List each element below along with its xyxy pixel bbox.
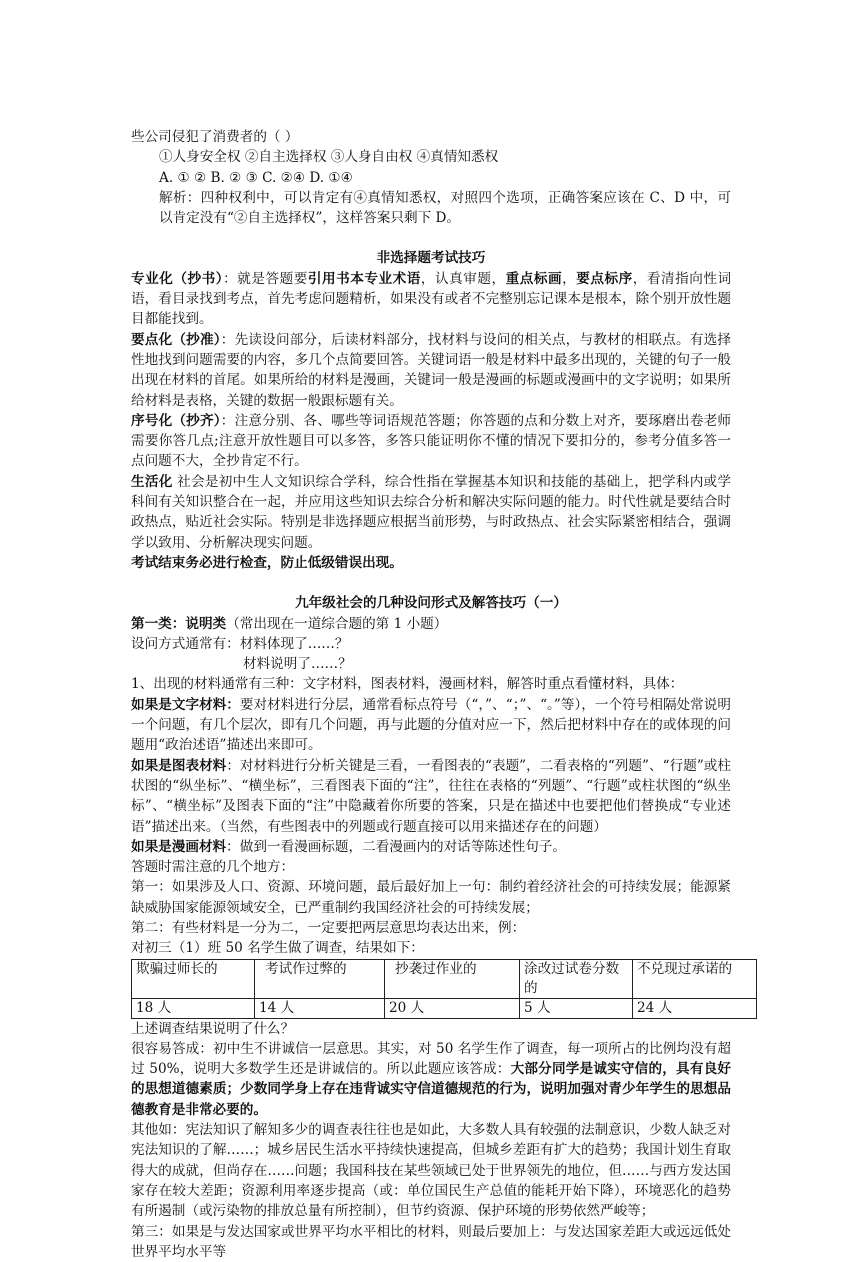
document-page bbox=[131, 127, 731, 1262]
note-first: 第一：如果涉及人口、资源、环境问题，最后最好加上一句：制约着经济社会的可持续发展；能源紧缺威胁国家能源领域安全，已严重制约我国经济社会的可持续发展； bbox=[131, 879, 731, 916]
table-header-cell: 考试作过弊的 bbox=[255, 959, 385, 998]
text-material: 如果是文字材料：要对材料进行分层，通常看标点符号（“，”、“；”、“。”等），一个符号相隔处常说明一个问题，有几个层次，即有几个问题，再与此题的分值对应一下，然后把材料中存在的或体现的问题用“政治述语”描述出来即可。 bbox=[131, 696, 731, 754]
cartoon-material-heading: 如果是漫画材料 bbox=[131, 838, 227, 855]
survey-intro: 对初三（1）班 50 名学生做了调查，结果如下： bbox=[131, 940, 424, 957]
table-row bbox=[132, 998, 757, 1018]
table-cell: 20 人 bbox=[385, 998, 520, 1018]
table-header-cell: 欺骗过师长的 bbox=[132, 959, 255, 998]
tip-professional-heading: 专业化（抄书） bbox=[131, 270, 224, 287]
question-stem-tail: 些公司侵犯了消费者的（ ） bbox=[131, 129, 299, 145]
table-cell: 5 人 bbox=[520, 998, 633, 1018]
cartoon-material: 如果是漫画材料：做到一看漫画标题，二看漫画内的对话等陈述性句子。 bbox=[131, 838, 566, 855]
survey-answer: 很容易答成：初中生不讲诚信一层意思。其实，对 50 名学生作了调查，每一项所占的比例均没有超过 50%，说明大多数学生还是讲诚信的。所以此题应该答成：大部分同学是诚实守信的，具有良好的思想道德素质；少数同学身上存在违背诚实守信道德规范的行为，说明加强对青少年学生的思想品德教育是非常必要的。 bbox=[131, 1040, 731, 1118]
section-title-nonchoice: 非选择题考试技巧 bbox=[376, 250, 486, 267]
table-header-cell: 抄袭过作业的 bbox=[385, 959, 520, 998]
note-second: 第二：有些材料是一分为二，一定要把两层意思均表达出来，例： bbox=[131, 919, 526, 936]
tip-life: 生活化 社会是初中生人文知识综合学科，综合性指在掌握基本知识和技能的基础上，把学科内或学科间有关知识整合在一起，并应用这些知识去综合分析和解决实际问题的能力。时代性就是要结合时政热点，贴近社会实际。特别是非选择题应根据当前形势，与时政热点、社会实际紧密相结合，强调学以致用、分析解决现实问题。 bbox=[131, 473, 731, 551]
tip-ordering: 序号化（抄齐）：注意分别、各、哪些等词语规范答题；你答题的点和分数上对齐，要琢磨出卷老师需要你答几点;注意开放性题目可以多答，多答只能证明你不懂的情况下要扣分的，参考分值多答一点问题不大，全抄肯定不行。 bbox=[131, 412, 732, 470]
survey-question: 上述调查结果说明了什么？ bbox=[131, 1020, 295, 1037]
note-third: 第三：如果是与发达国家或世界平均水平相比的材料，则最后要加上：与发达国家差距大或远远低处世界平均水平等 bbox=[131, 1223, 731, 1260]
table-header-cell: 涂改过试卷分数的 bbox=[520, 959, 633, 998]
table-cell: 24 人 bbox=[633, 998, 757, 1018]
notes-heading: 答题时需注意的几个地方： bbox=[131, 859, 295, 876]
tip-keypoints: 要点化（抄准）：先读设问部分，后读材料部分，找材料与设问的相关点，与教材的相联点。有选择性地找到问题需要的内容，多几个点简要回答。关键词语一般是材料中最多出现的，关键的句子一般出现在材料的首尾。如果所给的材料是漫画，关键词一般是漫画的标题或漫画中的文字说明；如果所给材料是表格，关键的数据一般跟标题有关。 bbox=[131, 331, 732, 409]
tip-ordering-heading: 序号化（抄齐） bbox=[131, 412, 221, 429]
question-analysis: 解析：四种权利中，可以肯定有④真情知悉权，对照四个选项，正确答案应该在 C、D 中，可以肯定没有“②自主选择权”，这样答案只剩下 D。 bbox=[159, 189, 731, 227]
material-types: 1、出现的材料通常有三种：文字材料，图表材料，漫画材料，解答时重点看懂材料，具体： bbox=[131, 676, 684, 693]
chart-material-heading: 如果是图表材料 bbox=[131, 757, 227, 774]
category-one: 第一类：说明类（常出现在一道综合题的第 1 小题） bbox=[131, 615, 448, 632]
tip-life-heading: 生活化 bbox=[131, 473, 173, 490]
question-options: ①人身安全权 ②自主选择权 ③人身自由权 ④真情知悉权 bbox=[159, 149, 499, 166]
other-examples: 其他如：宪法知识了解知多少的调查表往往也是如此，大多数人具有较强的法制意识，少数人缺乏对宪法知识的了解……；城乡居民生活水平持续快速提高，但城乡差距有扩大的趋势；我国计划生育取得大的成就，但尚存在……问题；我国科技在某些领域已处于世界领先的地位，但……与西方发达国家存在较大差距；资源利用率逐步提高（或：单位国民生产总值的能耗开始下降），环境恶化的趋势有所遏制（或污染物的排放总量有所控制），但节约资源、保护环境的形势依然严峻等； bbox=[131, 1122, 731, 1220]
section-title-grade9: 九年级社会的几种设问形式及解答技巧（一） bbox=[295, 595, 567, 612]
text-material-heading: 如果是文字材料： bbox=[131, 696, 240, 713]
table-header-cell: 不兑现过承诺的 bbox=[633, 959, 757, 998]
table-cell: 14 人 bbox=[255, 998, 385, 1018]
ask-form-2: 材料说明了……？ bbox=[243, 656, 352, 673]
table-cell: 18 人 bbox=[132, 998, 255, 1018]
table-row bbox=[132, 959, 757, 998]
survey-table bbox=[131, 959, 757, 1019]
question-answers: A. ① ② B. ② ③ C. ②④ D. ①④ bbox=[159, 169, 353, 186]
tip-check-reminder: 考试结束务必进行检查，防止低级错误出现。 bbox=[131, 554, 403, 571]
tip-keypoints-heading: 要点化（抄准） bbox=[131, 331, 221, 348]
category-one-heading: 第一类：说明类 bbox=[131, 615, 227, 632]
chart-material: 如果是图表材料：对材料进行分析关键是三看，一看图表的“表题”，二看表格的“列题”、“行题”或柱状图的“纵坐标”、“横坐标”，三看图表下面的“注”，往往在表格的“列题”、“行题”或柱状图的“纵坐标”、“横坐标”及图表下面的“注”中隐藏着你所要的答案，只是在描述中也要把他们替换成“专业述语”描述出来。（当然，有些图表中的列题或行题直接可以用来描述存在的问题） bbox=[131, 757, 732, 835]
ask-form-1: 设问方式通常有：材料体现了……？ bbox=[131, 635, 349, 652]
tip-professional: 专业化（抄书）：就是答题要引用书本专业术语，认真审题，重点标画，要点标序，看清指向性词语，看目录找到考点，首先考虑问题精析，如果没有或者不完整别忘记课本是根本，除个别开放性题目都能找到。 bbox=[131, 270, 732, 328]
